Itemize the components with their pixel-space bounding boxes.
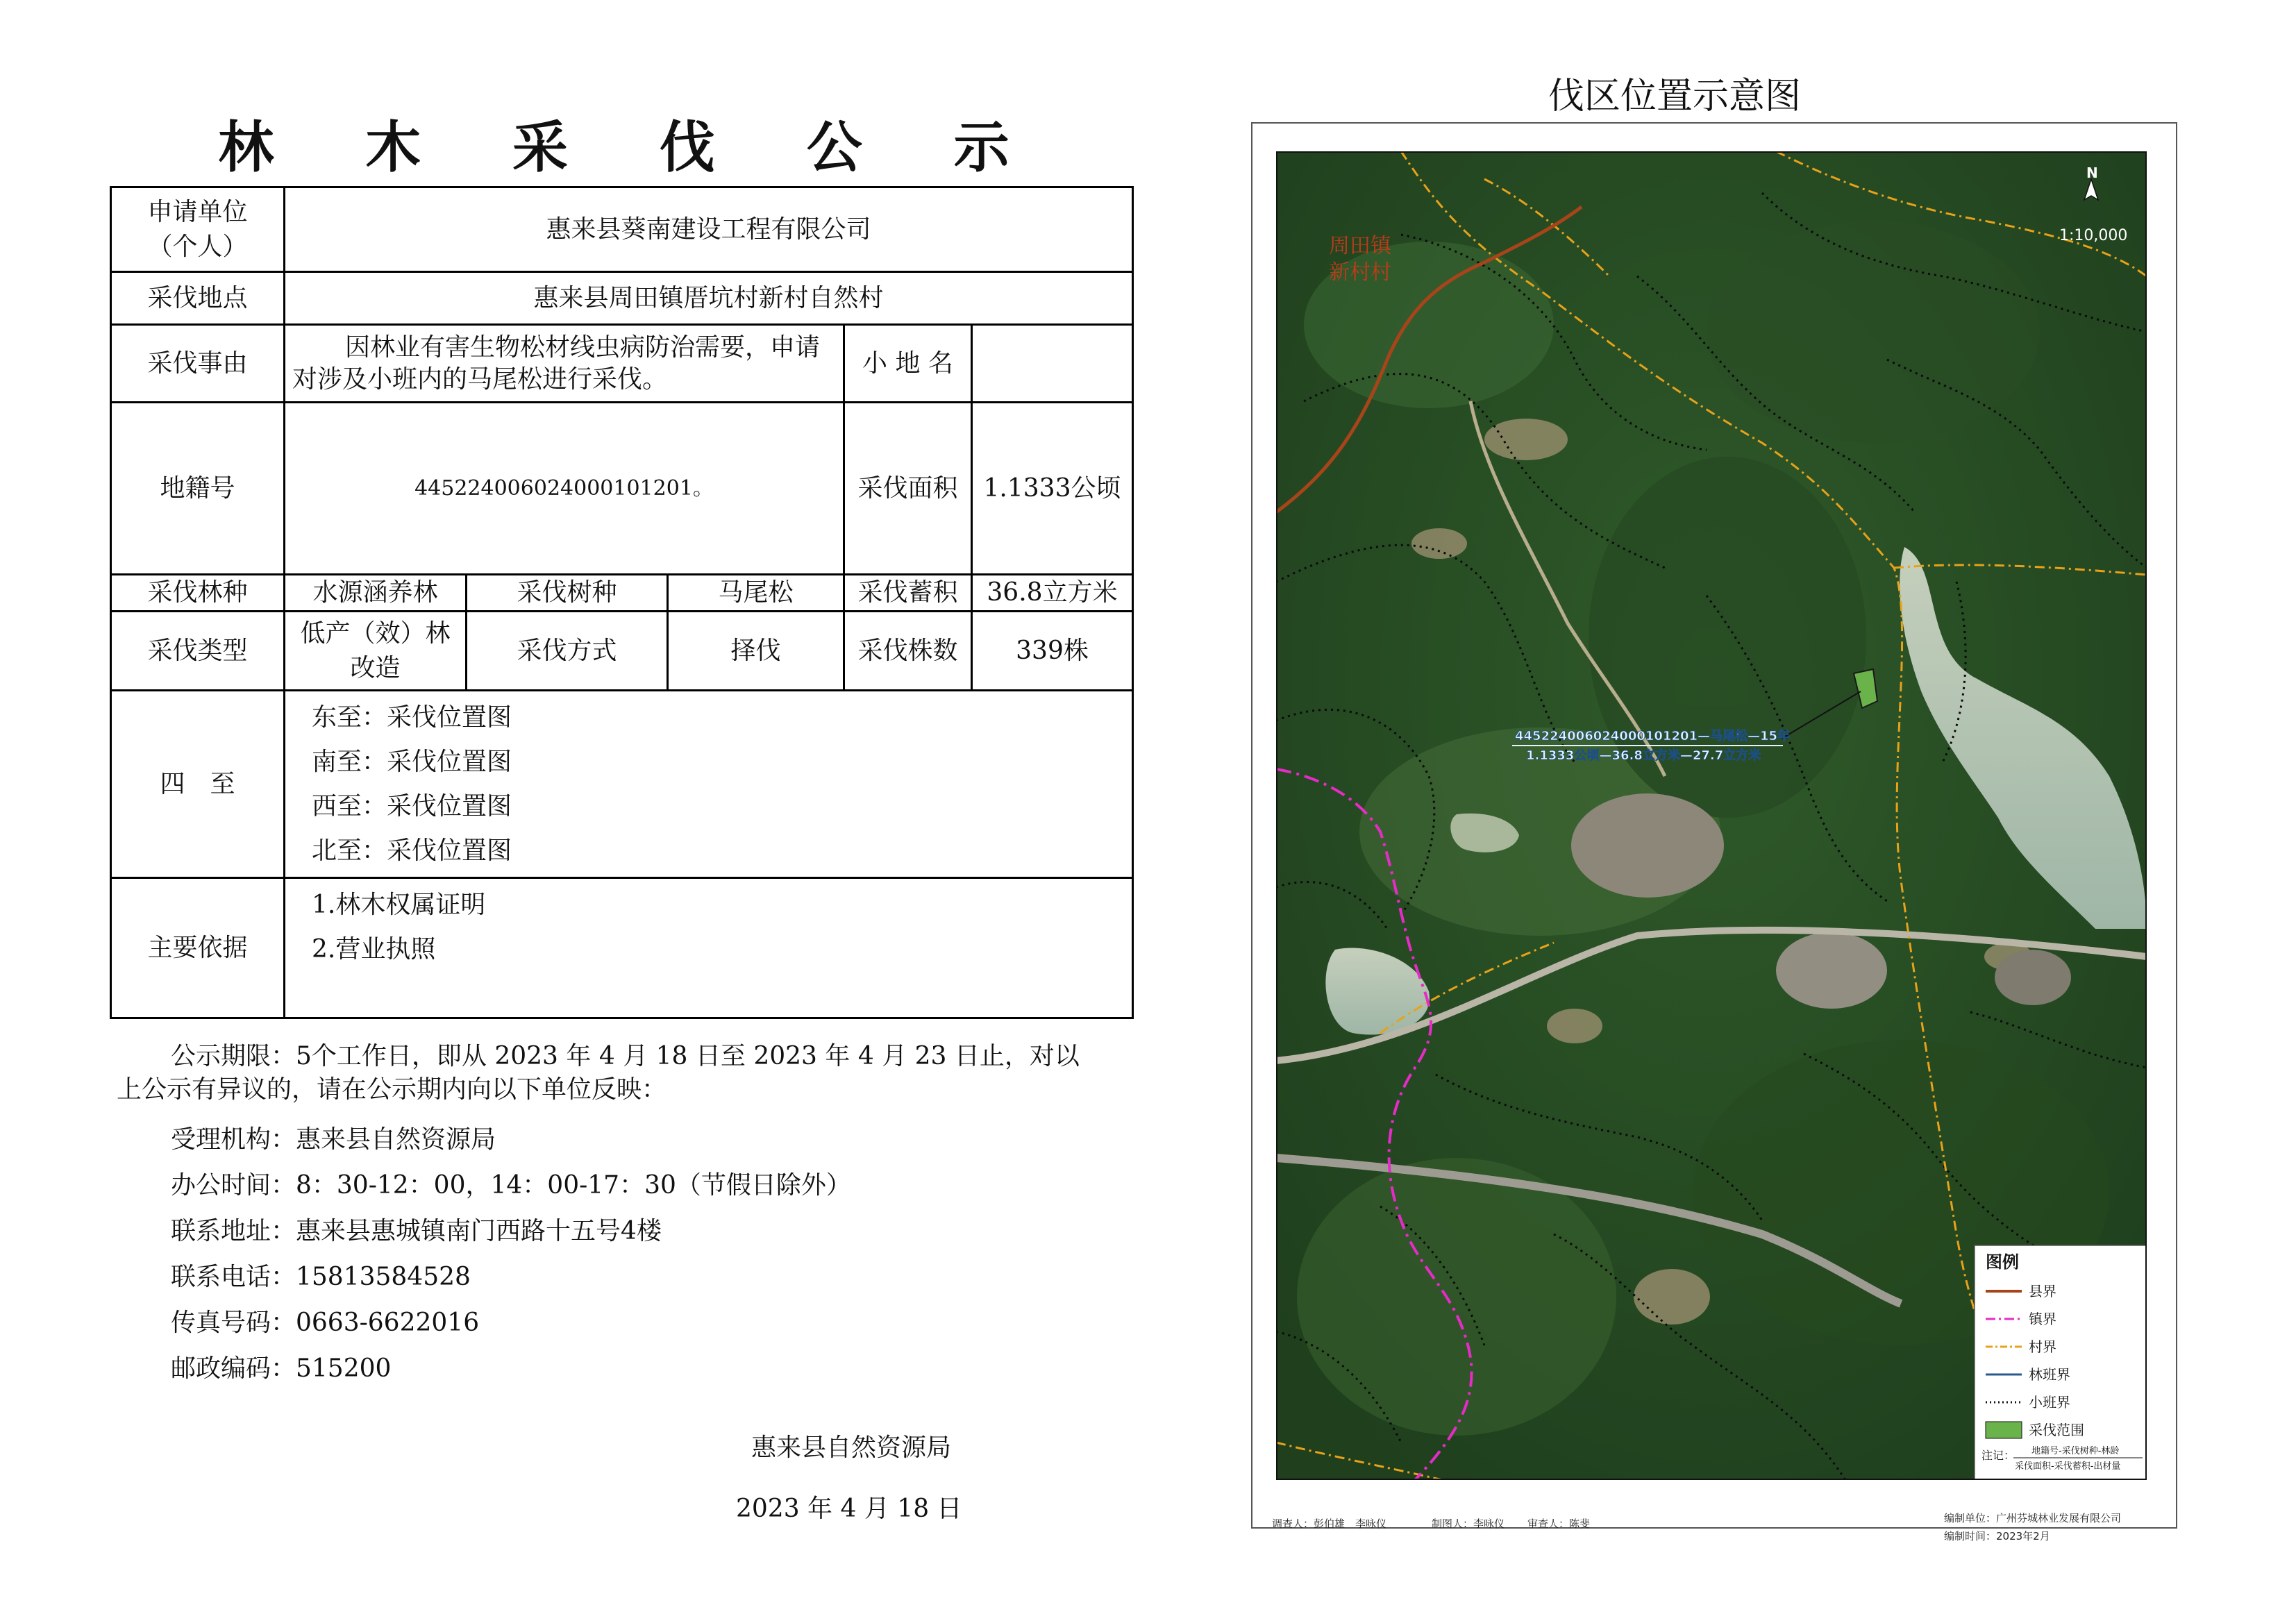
notice-table xyxy=(110,186,1134,1019)
legend-swatch-harvest xyxy=(1986,1422,2022,1438)
cut-type-label: 采伐类型 xyxy=(111,612,285,691)
subplot-label: 小 地 名 xyxy=(844,325,972,403)
plot-label-line2: 1.1333公顷—36.8立方米—27.7立方米 xyxy=(1526,748,1761,763)
legend-note-line2: 采伐面积-采伐蓄积-出材量 xyxy=(2015,1461,2121,1472)
bounds-list xyxy=(285,691,1133,878)
footer-reviewer: 审查人：陈斐 xyxy=(1527,1517,1591,1530)
contact-postcode: 邮政编码：515200 xyxy=(171,1354,392,1383)
reason-label: 采伐事由 xyxy=(111,325,285,403)
legend-label-forest-block: 林班界 xyxy=(2029,1366,2070,1383)
area-label: 采伐面积 xyxy=(844,403,972,575)
legend-label-town: 镇界 xyxy=(2029,1311,2056,1327)
issue-date: 2023 年 4 月 18 日 xyxy=(736,1495,962,1523)
cadastral-value: 445224006024000101201。 xyxy=(285,403,844,575)
basis-label: 主要依据 xyxy=(111,878,285,1018)
location-value: 惠来县周田镇厝坑村新村自然村 xyxy=(285,272,1133,325)
satellite-map xyxy=(1276,151,2147,1480)
bound-east: 东至：采伐位置图 xyxy=(312,703,512,732)
legend-note-line1: 地籍号-采伐树种-林龄 xyxy=(2031,1446,2120,1456)
contact-phone: 联系电话：15813584528 xyxy=(171,1263,471,1291)
map-legend xyxy=(1975,1245,2147,1480)
place-label-town: 周田镇 xyxy=(1329,234,1391,258)
legend-label-harvest: 采伐范围 xyxy=(2029,1422,2084,1438)
footer-compiler: 编制单位：广州芬城林业发展有限公司 xyxy=(1944,1512,2122,1524)
map-scale: 1:10,000 xyxy=(2059,227,2128,244)
legend-label-county: 县界 xyxy=(2029,1283,2056,1300)
location-label: 采伐地点 xyxy=(111,272,285,325)
issuer: 惠来县自然资源局 xyxy=(751,1433,952,1462)
legend-note-label: 注记： xyxy=(1981,1449,2016,1462)
forest-type-value: 水源涵养林 xyxy=(285,575,467,612)
method-value: 择伐 xyxy=(668,612,844,691)
applicant-label: 申请单位 （个人） xyxy=(111,187,285,272)
species-value: 马尾松 xyxy=(668,575,844,612)
volume-value: 36.8立方米 xyxy=(972,575,1133,612)
footer-drafter: 制图人：李咏仪 xyxy=(1432,1517,1505,1530)
footer-compile-date: 编制时间：2023年2月 xyxy=(1944,1530,2050,1542)
forest-type-label: 采伐林种 xyxy=(111,575,285,612)
method-label: 采伐方式 xyxy=(467,612,668,691)
contact-address: 联系地址：惠来县惠城镇南门西路十五号4楼 xyxy=(171,1217,662,1245)
bound-south: 南至：采伐位置图 xyxy=(312,747,512,776)
document-title: 林 木 采 伐 公 示 xyxy=(218,115,1046,180)
basis-item: 1.林木权属证明 xyxy=(312,891,486,919)
applicant-value: 惠来县葵南建设工程有限公司 xyxy=(285,187,1133,272)
contact-fax: 传真号码：0663-6622016 xyxy=(171,1309,480,1337)
area-value: 1.1333公顷 xyxy=(972,403,1133,575)
cut-type-value: 低产（效）林改造 xyxy=(285,612,467,691)
bound-north: 北至：采伐位置图 xyxy=(312,836,512,865)
bounds-label: 四 至 xyxy=(111,691,285,878)
legend-label-village: 村界 xyxy=(2029,1338,2056,1355)
map-title: 伐区位置示意图 xyxy=(1548,76,1802,117)
volume-label: 采伐蓄积 xyxy=(844,575,972,612)
place-label-village: 新村村 xyxy=(1329,260,1391,285)
bound-west: 西至：采伐位置图 xyxy=(312,791,512,821)
legend-title: 图例 xyxy=(1986,1252,2019,1272)
basis-item: 2.营业执照 xyxy=(312,935,436,964)
count-label: 采伐株数 xyxy=(844,612,972,691)
count-value: 339株 xyxy=(972,612,1133,691)
notice-period: 公示期限：5个工作日，即从 2023 年 4 月 18 日至 2023 年 4 月 23 日止，对以上公示有异议的，请在公示期内向以下单位反映： xyxy=(117,1042,1080,1104)
svg-text:N: N xyxy=(2086,165,2098,181)
footer-surveyors: 调查人：彭伯雄 李咏仪 xyxy=(1272,1517,1387,1530)
plot-label-line1: 445224006024000101201—马尾松—15年 xyxy=(1515,729,1791,743)
legend-label-subcompartment: 小班界 xyxy=(2029,1394,2070,1411)
contact-hours: 办公时间：8：30-12：00，14：00-17：30（节假日除外） xyxy=(171,1171,851,1200)
contact-agency: 受理机构：惠来县自然资源局 xyxy=(171,1125,496,1154)
subplot-value xyxy=(972,325,1133,403)
species-label: 采伐树种 xyxy=(467,575,668,612)
reason-value: 因林业有害生物松材线虫病防治需要，申请对涉及小班内的马尾松进行采伐。 xyxy=(285,325,844,403)
basis-list xyxy=(285,878,1133,1018)
cadastral-label: 地籍号 xyxy=(111,403,285,575)
